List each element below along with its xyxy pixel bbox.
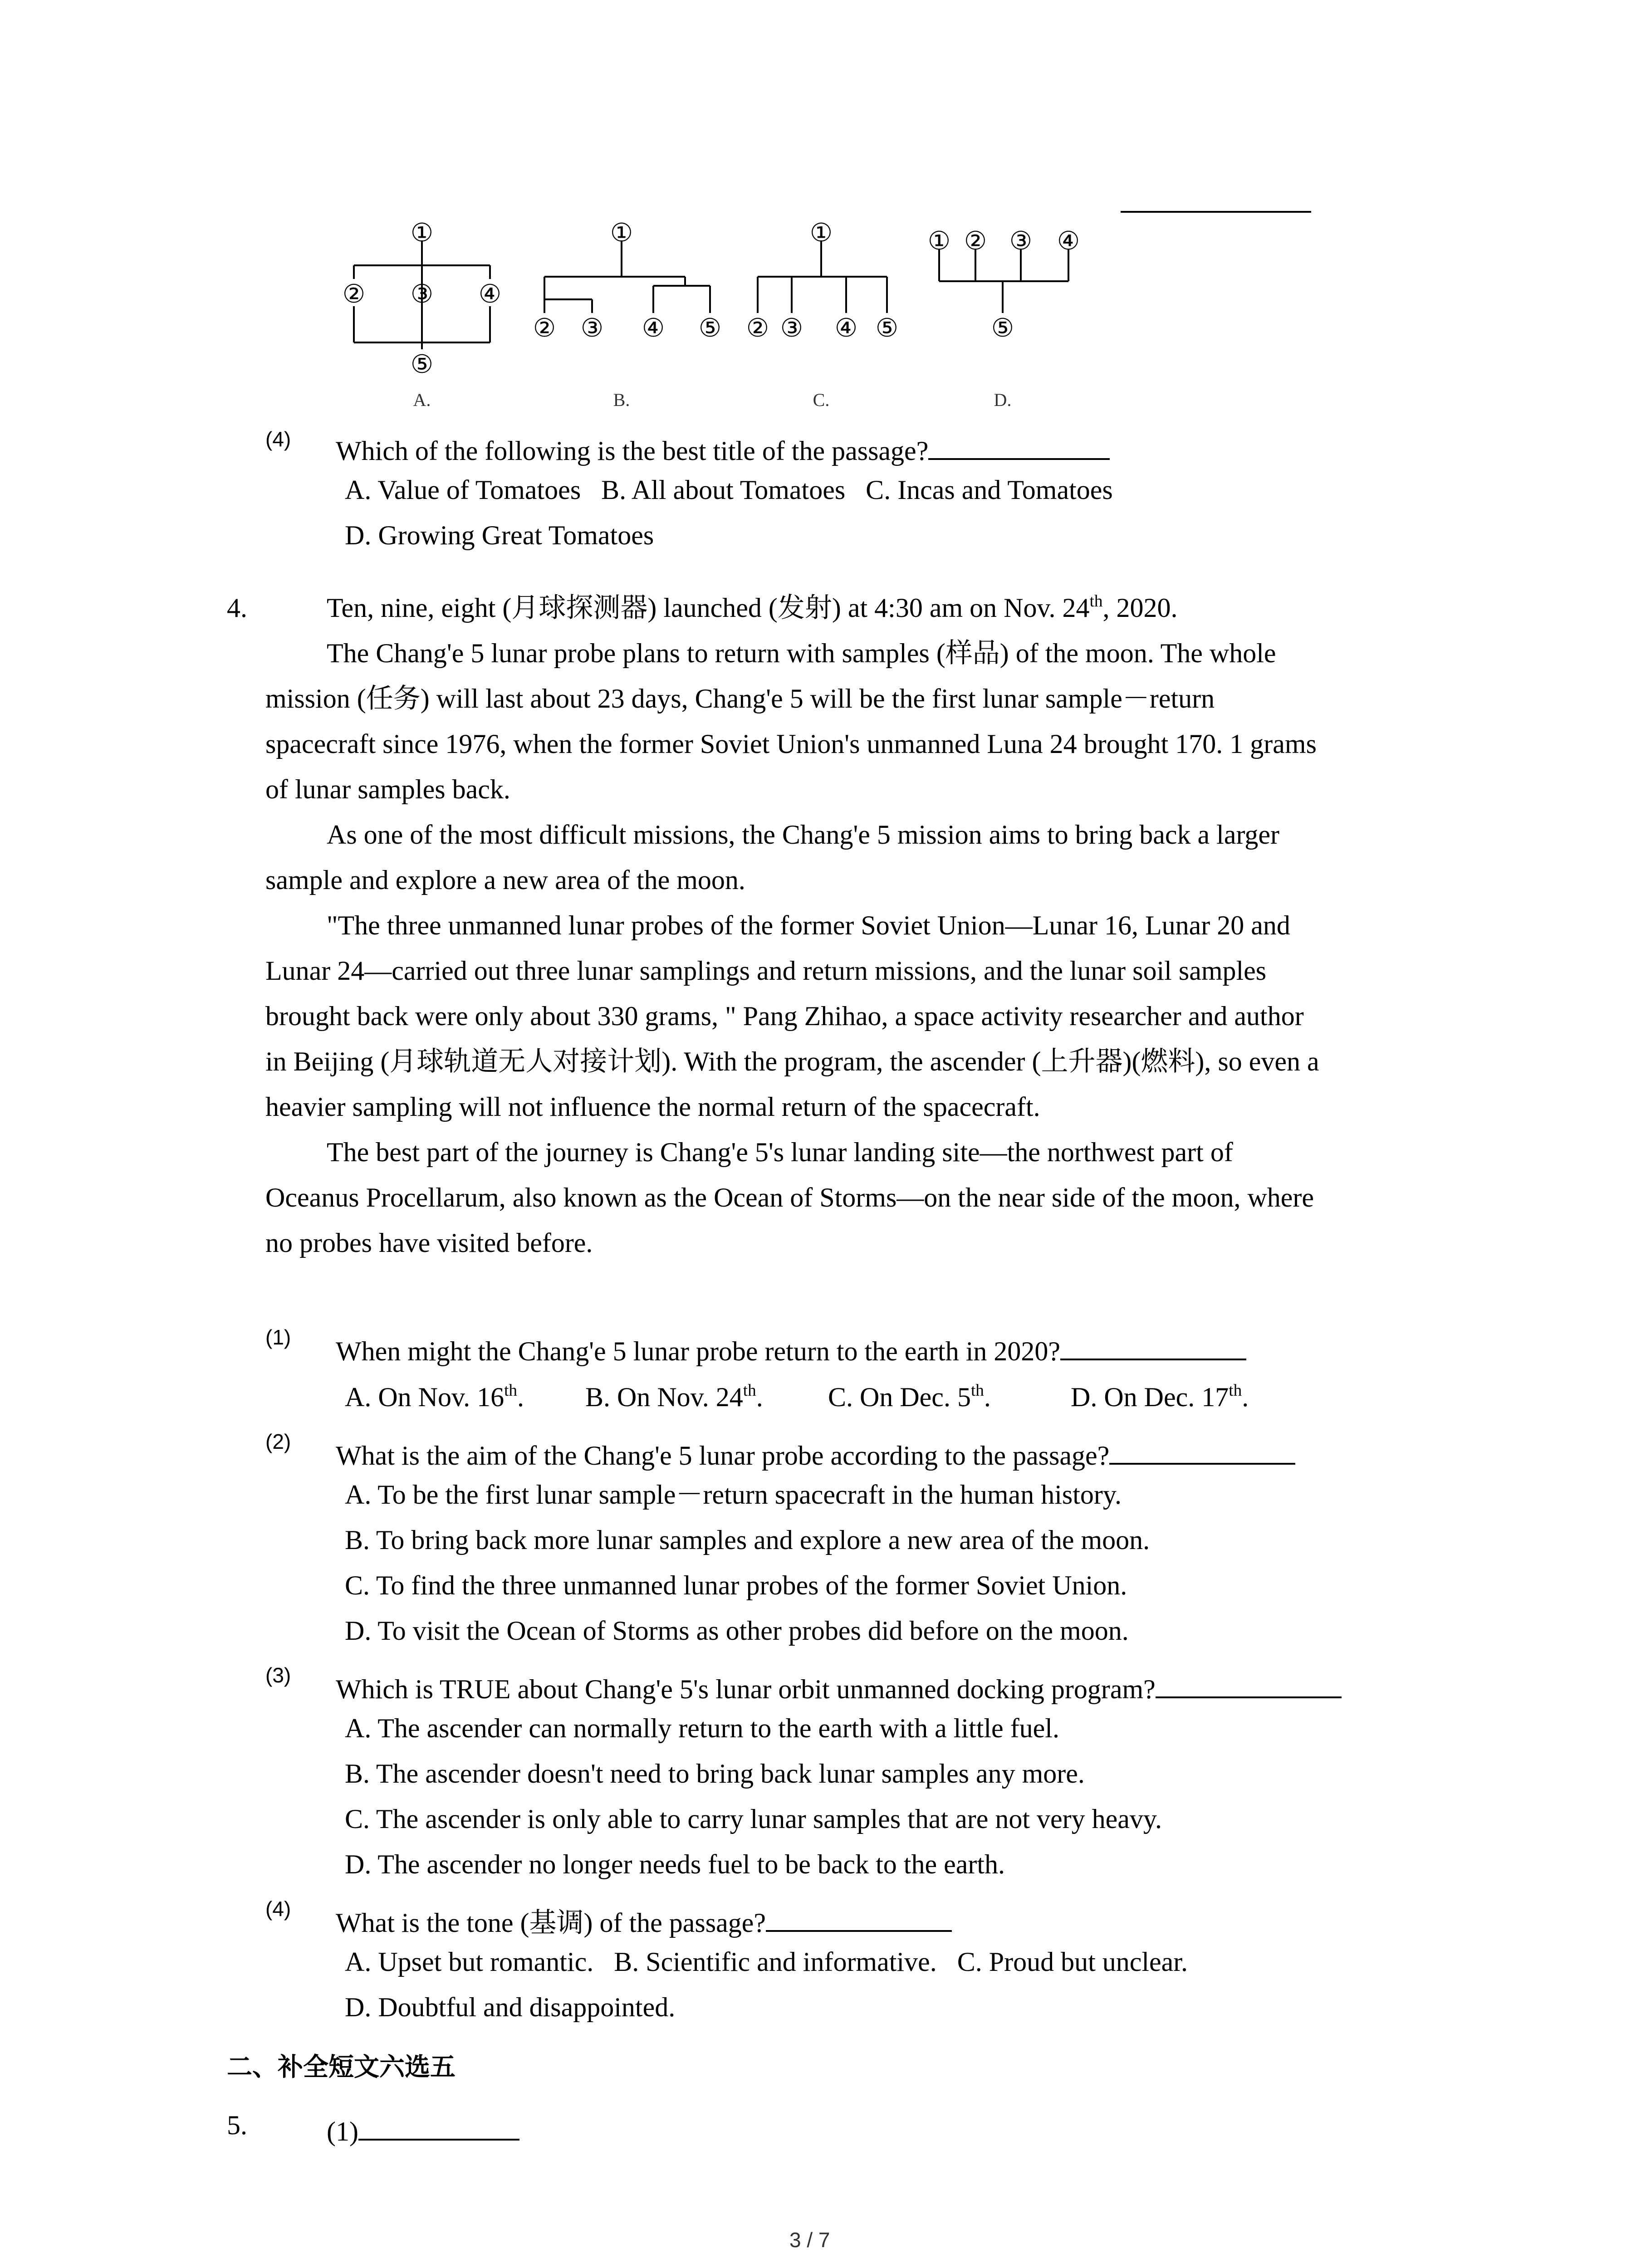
page-number: 3 / 7	[789, 2228, 830, 2252]
passage-line: in Beijing (月球轨道无人对接计划). With the program, the ascender (上升器)(燃料), so even a	[265, 1046, 1319, 1076]
passage-number: 4.	[227, 593, 247, 623]
circle-label: ⑤	[698, 313, 722, 343]
question-text: Which of the following is the best title of the passage?	[336, 431, 1110, 464]
circle-label: ①	[410, 218, 434, 248]
question-number: (4)	[265, 427, 291, 451]
passage-line: mission (任务) will last about 23 days, Chang'e 5 will be the first lunar sample－return	[265, 684, 1215, 714]
passage-line: The Chang'e 5 lunar probe plans to return with samples (样品) of the moon. The whole	[327, 638, 1276, 668]
passage-line: sample and explore a new area of the moon.	[265, 865, 745, 895]
passage-line: brought back were only about 330 grams, " Pang Zhihao, a space activity researcher and author	[265, 1001, 1304, 1031]
option-a: A. The ascender can normally return to the earth with a little fuel.	[345, 1713, 1059, 1743]
circle-label: ②	[533, 313, 556, 343]
passage-line: The best part of the journey is Chang'e 5's lunar landing site—the northwest part of	[327, 1137, 1233, 1167]
question-text: When might the Chang'e 5 lunar probe return to the earth in 2020?	[336, 1331, 1246, 1365]
circle-label: ⑤	[410, 350, 434, 379]
option-a: A. To be the first lunar sample－return spacecraft in the human history.	[345, 1480, 1122, 1510]
circle-label: ④	[1057, 226, 1080, 256]
circle-label: ③	[780, 313, 803, 343]
passage-line: no probes have visited before.	[265, 1228, 593, 1258]
passage-first-line: Ten, nine, eight (月球探测器) launched (发射) at 4:30 am on Nov. 24th, 2020.	[327, 591, 1178, 623]
answer-blank-top	[1121, 211, 1311, 213]
answer-blank[interactable]	[1060, 1331, 1246, 1360]
answer-blank[interactable]	[928, 431, 1110, 460]
circle-label: ④	[642, 313, 665, 343]
option-d: D. To visit the Ocean of Storms as other probes did before on the moon.	[345, 1616, 1129, 1646]
option-d: D. Growing Great Tomatoes	[345, 520, 654, 550]
question-number: (4)	[265, 1897, 291, 1921]
option-b: B. To bring back more lunar samples and explore a new area of the moon.	[345, 1525, 1150, 1555]
passage-line: "The three unmanned lunar probes of the former Soviet Union—Lunar 16, Lunar 20 and	[327, 910, 1290, 940]
question-text: Which is TRUE about Chang'e 5's lunar orbit unmanned docking program?	[336, 1669, 1342, 1703]
question-number: (3)	[265, 1663, 291, 1687]
option-b: B. On Nov. 24th.	[585, 1381, 763, 1412]
passage-line: Oceanus Procellarum, also known as the Ocean of Storms—on the near side of the moon, where	[265, 1183, 1314, 1212]
passage-line: heavier sampling will not influence the normal return of the spacecraft.	[265, 1092, 1040, 1122]
option-d: D. On Dec. 17th.	[1071, 1381, 1249, 1412]
option-d: D. Doubtful and disappointed.	[345, 1992, 676, 2022]
question-text: What is the tone (基调) of the passage?	[336, 1903, 952, 1936]
passage-line: of lunar samples back.	[265, 774, 510, 804]
structure-diagrams	[318, 213, 1134, 426]
circle-label: ③	[1009, 226, 1033, 256]
circle-label: ③	[410, 279, 434, 309]
option-d: D. The ascender no longer needs fuel to be back to the earth.	[345, 1849, 1005, 1879]
circle-label: ④	[834, 313, 858, 343]
answer-blank[interactable]	[766, 1903, 952, 1932]
circle-label: ②	[964, 226, 987, 256]
section-heading: 二、补全短文六选五	[227, 2053, 456, 2082]
option-c: C. On Dec. 5th.	[828, 1381, 991, 1412]
option-c: C. The ascender is only able to carry lunar samples that are not very heavy.	[345, 1804, 1162, 1834]
diagram-caption-a: A.	[413, 390, 431, 410]
circle-label: ①	[809, 218, 833, 248]
diagram-caption-d: D.	[994, 390, 1012, 410]
passage-line: Lunar 24—carried out three lunar samplings and return missions, and the lunar soil samples	[265, 956, 1267, 986]
circle-label: ①	[610, 218, 633, 248]
question-number: 5.	[227, 2110, 247, 2140]
question-number: (1)	[265, 1325, 291, 1349]
question-number: (2)	[265, 1430, 291, 1453]
answer-blank[interactable]	[1156, 1669, 1342, 1698]
circle-label: ④	[478, 279, 502, 309]
question-text: What is the aim of the Chang'e 5 lunar probe according to the passage?	[336, 1436, 1295, 1469]
circle-label: ⑤	[875, 313, 899, 343]
option-c: C. To find the three unmanned lunar probes of the former Soviet Union.	[345, 1570, 1127, 1600]
option-a: A. On Nov. 16th.	[345, 1381, 524, 1412]
options-line: A. Upset but romantic. B. Scientific and informative. C. Proud but unclear.	[345, 1947, 1188, 1977]
diagram-caption-c: C.	[813, 390, 830, 410]
circle-label: ①	[927, 226, 951, 256]
sub-question: (1)	[327, 2112, 519, 2145]
circle-label: ②	[746, 313, 769, 343]
passage-line: As one of the most difficult missions, the Chang'e 5 mission aims to bring back a larger	[327, 820, 1279, 850]
answer-blank[interactable]	[358, 2112, 519, 2141]
circle-label: ③	[580, 313, 604, 343]
options-line: A. Value of Tomatoes B. All about Tomatoes C. Incas and Tomatoes	[345, 475, 1113, 505]
circle-label: ⑤	[991, 313, 1014, 343]
diagram-caption-b: B.	[613, 390, 630, 410]
passage-line: spacecraft since 1976, when the former Soviet Union's unmanned Luna 24 brought 170. 1 grams	[265, 729, 1317, 759]
answer-blank[interactable]	[1109, 1436, 1295, 1465]
circle-label: ②	[342, 279, 366, 309]
option-b: B. The ascender doesn't need to bring back lunar samples any more.	[345, 1759, 1085, 1789]
